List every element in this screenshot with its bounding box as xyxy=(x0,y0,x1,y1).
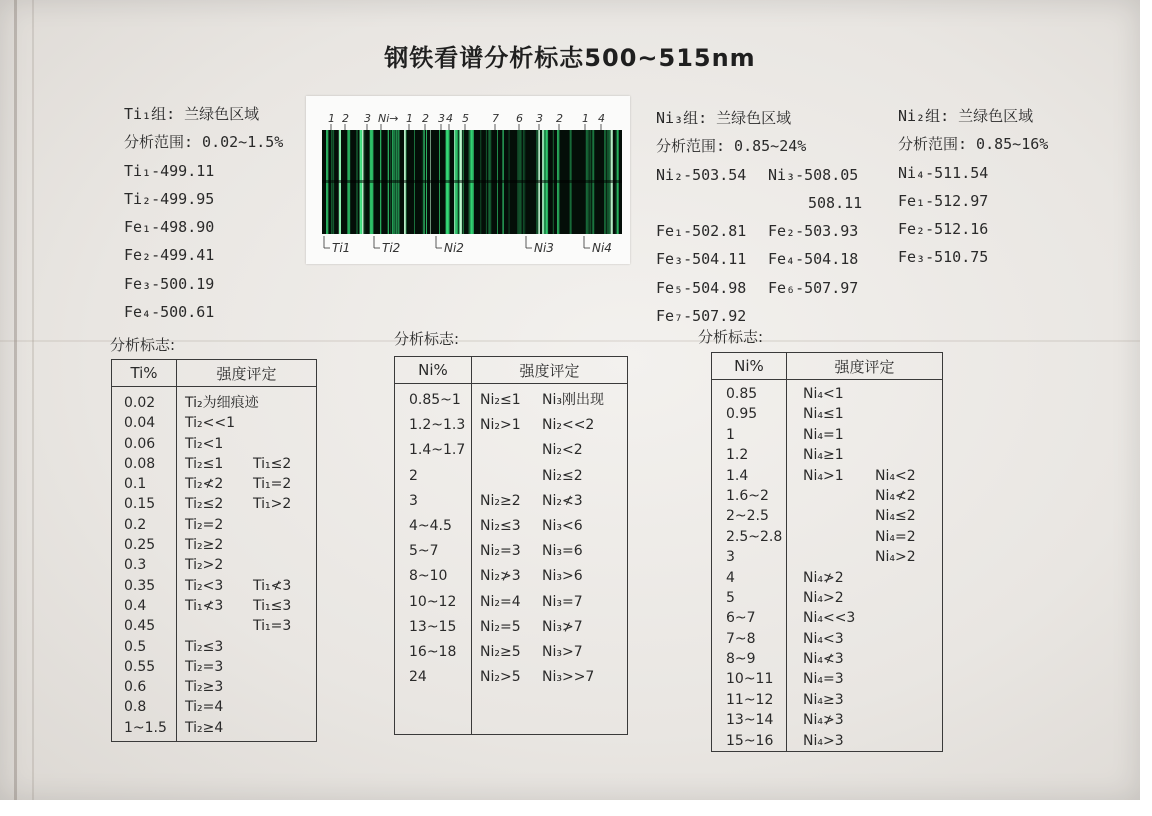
spectrum-top-label: 4 xyxy=(598,112,605,125)
intensity-cell: Ni₄=2 xyxy=(875,528,916,545)
intensity-cell: Ti₂=4 xyxy=(185,699,224,716)
intensity-cell: Ni₄≤1 xyxy=(803,406,844,423)
column-header: Ni% xyxy=(712,353,787,380)
intensity-values xyxy=(185,393,316,738)
intensity-cell: Ni₃≯7 xyxy=(542,618,583,635)
intensity-row xyxy=(803,690,942,710)
intensity-row xyxy=(185,596,316,616)
intensity-cell: Ni₃>6 xyxy=(542,568,583,585)
percent-cell: 0.04 xyxy=(124,415,156,432)
percent-cell: 3 xyxy=(409,492,418,509)
intensity-column xyxy=(472,384,628,735)
percent-cell: 0.55 xyxy=(124,658,156,675)
intensity-cell: Ni₄<1 xyxy=(803,386,844,402)
section-label: 分析标志: xyxy=(110,336,176,354)
spectrum-top-label: 4 xyxy=(446,112,453,125)
percent-cell: 2 xyxy=(409,467,418,484)
intensity-row xyxy=(185,515,316,535)
percent-cell: 6~7 xyxy=(726,610,756,627)
spectrum-bottom-label: Ni3 xyxy=(534,241,554,255)
intensity-cell: Ti₂>2 xyxy=(185,557,224,574)
spectrum-top-label: 2 xyxy=(422,112,429,125)
intensity-row xyxy=(803,466,942,486)
intensity-row xyxy=(803,527,942,547)
intensity-row xyxy=(185,637,316,657)
percent-cell: 1.2 xyxy=(726,447,749,464)
intensity-row xyxy=(480,640,627,665)
spectrum-top-label: 2 xyxy=(556,112,563,125)
ni2-group-heading: Ni₂组: 兰绿色区域 xyxy=(898,107,1034,125)
percent-cell: 2.5~2.8 xyxy=(726,528,783,545)
intensity-row xyxy=(480,464,627,489)
percent-column xyxy=(712,380,787,752)
ni3-line: Ni₃-508.05 xyxy=(768,165,859,184)
percent-cell: 24 xyxy=(409,669,427,686)
percent-cell: 1.4~1.7 xyxy=(409,442,466,459)
percent-cell: 0.4 xyxy=(124,597,147,614)
intensity-cell: Ti₂<<1 xyxy=(185,415,235,432)
ni2-group-line: Ni₄-511.54 xyxy=(898,163,989,182)
ni3-group-row xyxy=(656,245,862,273)
spectrum-image xyxy=(306,96,630,264)
intensity-row xyxy=(803,404,942,424)
percent-cell: 0.25 xyxy=(124,537,156,554)
column-header: 强度评定 xyxy=(177,360,317,387)
spectrum-photo xyxy=(306,96,630,264)
intensity-cell: Ni₂≤2 xyxy=(542,467,583,484)
intensity-row xyxy=(480,564,627,589)
percent-cell: 13~14 xyxy=(726,712,774,729)
intensity-row xyxy=(480,413,627,438)
ti-group-line: Ti₂-499.95 xyxy=(124,189,215,208)
percent-cell: 11~12 xyxy=(726,691,774,708)
percent-cell: 0.5 xyxy=(124,638,147,655)
percent-values xyxy=(726,384,786,751)
percent-cell: 0.35 xyxy=(124,577,156,594)
percent-cell: 1.2~1.3 xyxy=(409,417,466,434)
percent-cell: 0.2 xyxy=(124,516,147,533)
percent-cell: 0.15 xyxy=(124,496,156,513)
intensity-cell: Ni₂=4 xyxy=(480,593,521,610)
spectrum-bottom-label: Ti1 xyxy=(332,241,351,255)
percent-cell: 16~18 xyxy=(409,643,457,660)
ni2-group-line: Fe₂-512.16 xyxy=(898,220,989,239)
ni3-line: Fe₄-504.18 xyxy=(768,250,859,269)
intensity-cell: Ni₄>3 xyxy=(803,732,844,749)
intensity-cell: Ni₂<<2 xyxy=(542,417,595,434)
percent-cell: 0.95 xyxy=(726,406,758,423)
intensity-row xyxy=(185,555,316,575)
intensity-row xyxy=(803,384,942,404)
intensity-cell: Ti₂≤1 xyxy=(185,455,224,472)
column-header: 强度评定 xyxy=(472,357,628,384)
intensity-cell: Ni₄≯2 xyxy=(803,569,844,586)
intensity-cell: Ti₁≮3 xyxy=(253,577,292,594)
ni3-group-info xyxy=(656,104,862,330)
intensity-row xyxy=(185,677,316,697)
intensity-cell: Ti₁≤3 xyxy=(253,597,292,614)
intensity-row xyxy=(803,588,942,608)
intensity-row xyxy=(803,568,942,588)
spectrum-top-label: 3 xyxy=(438,112,445,125)
intensity-cell: Ni₄≥1 xyxy=(803,447,844,464)
spectrum-bottom-label: Ni2 xyxy=(444,241,464,255)
intensity-cell: Ni₂>5 xyxy=(480,669,521,686)
page-title: 钢铁看谱分析标志500~515nm xyxy=(384,44,756,72)
ti-intensity-table xyxy=(111,359,317,742)
binding-fold xyxy=(14,0,17,800)
intensity-cell: Ni₂=5 xyxy=(480,618,521,635)
intensity-row xyxy=(480,590,627,615)
intensity-row xyxy=(480,388,627,413)
percent-values xyxy=(124,393,176,738)
intensity-row xyxy=(480,438,627,463)
percent-cell: 0.06 xyxy=(124,435,156,452)
spectrum-top-label: 1 xyxy=(406,112,413,125)
intensity-cell: Ni₂≮3 xyxy=(542,492,583,509)
intensity-cell: Ti₂<1 xyxy=(185,435,224,452)
intensity-row xyxy=(185,535,316,555)
intensity-cell: Ti₁=3 xyxy=(253,618,292,635)
percent-cell: 0.3 xyxy=(124,557,147,574)
intensity-cell: Ni₃>>7 xyxy=(542,669,595,686)
percent-cell: 1~1.5 xyxy=(124,719,167,736)
ni3-line: Ni₂-503.54 xyxy=(656,165,747,184)
intensity-row xyxy=(480,615,627,640)
intensity-cell: Ni₄≯3 xyxy=(803,712,844,729)
ni2-group-range: 分析范围: 0.85~16% xyxy=(898,135,1049,154)
intensity-cell: Ni₄≮2 xyxy=(875,487,916,504)
intensity-cell: Ni₂<2 xyxy=(542,442,583,459)
intensity-row xyxy=(803,629,942,649)
percent-cell: 8~10 xyxy=(409,568,448,585)
percent-cell: 0.6 xyxy=(124,679,147,696)
ni3-group-row xyxy=(656,161,862,189)
percent-cell: 10~11 xyxy=(726,671,774,688)
intensity-cell: Ni₄<2 xyxy=(875,467,916,484)
intensity-cell: Ni₃=7 xyxy=(542,593,583,610)
ti-group-line: Fe₃-500.19 xyxy=(124,274,215,293)
intensity-cell: Ni₂≤1 xyxy=(480,392,521,408)
intensity-row xyxy=(185,494,316,514)
intensity-cell: Ti₂≥3 xyxy=(185,679,224,696)
section-label: 分析标志: xyxy=(394,330,460,348)
intensity-row xyxy=(185,474,316,494)
spectrum-top-label: 6 xyxy=(516,112,523,125)
ni2-group-line: Fe₃-510.75 xyxy=(898,248,989,267)
intensity-row xyxy=(803,547,942,567)
intensity-cell: Ni₄<3 xyxy=(803,630,844,647)
ni3-group-heading: Ni₃组: 兰绿色区域 xyxy=(656,109,792,127)
intensity-row xyxy=(803,506,942,526)
spectrum-top-label: 7 xyxy=(492,112,499,125)
intensity-cell: Ti₂≤3 xyxy=(185,638,224,655)
percent-cell: 1 xyxy=(726,426,735,443)
ti-group-line: Fe₁-498.90 xyxy=(124,218,215,237)
percent-cell: 10~12 xyxy=(409,593,457,610)
spectrum-divider xyxy=(322,180,622,183)
percent-cell: 0.08 xyxy=(124,455,156,472)
intensity-row xyxy=(803,669,942,689)
ni3-line: Fe₁-502.81 xyxy=(656,222,747,241)
intensity-cell: Ti₂=2 xyxy=(185,516,224,533)
ni4-intensity-table xyxy=(711,352,943,752)
ni3-group-row xyxy=(656,189,862,217)
intensity-cell: Ti₂≥4 xyxy=(185,719,224,736)
intensity-row xyxy=(803,425,942,445)
column-header: Ti% xyxy=(112,360,177,387)
intensity-cell: Ti₁≤2 xyxy=(253,455,292,472)
spectrum-top-label: 3 xyxy=(536,112,543,125)
intensity-row xyxy=(185,616,316,636)
percent-cell: 2~2.5 xyxy=(726,508,769,525)
spectrum-top-label: 5 xyxy=(462,112,469,125)
spectrum-top-label: 1 xyxy=(582,112,589,125)
intensity-row xyxy=(803,649,942,669)
intensity-cell: Ni₄≥3 xyxy=(803,691,844,708)
percent-cell: 1.4 xyxy=(726,467,749,484)
spectrum-top-label: 2 xyxy=(342,112,349,125)
ni3-line: Fe₅-504.98 xyxy=(656,278,747,297)
intensity-cell: Ti₁=2 xyxy=(253,476,292,493)
intensity-cell: Ti₁>2 xyxy=(253,496,292,513)
percent-cell: 3 xyxy=(726,549,735,566)
percent-cell: 13~15 xyxy=(409,618,457,635)
percent-cell: 0.85 xyxy=(726,386,758,402)
intensity-cell: Ni₂≥5 xyxy=(480,643,521,660)
ti-group-line: Fe₄-500.61 xyxy=(124,303,215,322)
intensity-cell: Ni₄=1 xyxy=(803,426,844,443)
intensity-cell: Ni₄>2 xyxy=(803,589,844,606)
percent-cell: 0.1 xyxy=(124,476,147,493)
spectrum-top-label: Ni→ xyxy=(378,112,399,125)
percent-cell: 4 xyxy=(726,569,735,586)
intensity-row xyxy=(803,608,942,628)
ni3-group-row xyxy=(656,274,862,302)
intensity-column xyxy=(787,380,943,752)
intensity-cell: Ti₂≮2 xyxy=(185,476,224,493)
percent-cell: 15~16 xyxy=(726,732,774,749)
intensity-cell: Ti₂≤2 xyxy=(185,496,224,513)
intensity-row xyxy=(185,393,316,413)
intensity-cell: Ti₂<3 xyxy=(185,577,224,594)
intensity-cell: Ni₄>1 xyxy=(803,467,844,484)
intensity-cell: Ni₃=6 xyxy=(542,543,583,560)
intensity-row xyxy=(480,489,627,514)
intensity-row xyxy=(803,710,942,730)
percent-cell: 4~4.5 xyxy=(409,517,452,534)
ni3-group-range: 分析范围: 0.85~24% xyxy=(656,137,807,156)
percent-cell: 1.6~2 xyxy=(726,487,769,504)
percent-cell: 0.45 xyxy=(124,618,156,635)
intensity-cell: Ti₂为细痕迹 xyxy=(185,395,259,411)
intensity-row xyxy=(185,718,316,738)
intensity-row xyxy=(803,731,942,751)
ni3-line: Fe₆-507.97 xyxy=(768,278,859,297)
binding-fold-shadow xyxy=(32,0,34,800)
percent-column xyxy=(395,384,472,735)
intensity-row xyxy=(185,413,316,433)
spectrum-top-label: 1 xyxy=(328,112,335,125)
intensity-cell: Ti₁≮3 xyxy=(185,597,224,614)
percent-cell: 0.85~1 xyxy=(409,392,461,408)
intensity-cell: Ni₂≯3 xyxy=(480,568,521,585)
intensity-row xyxy=(185,657,316,677)
intensity-cell: Ni₃<6 xyxy=(542,517,583,534)
intensity-cell: Ti₂≥2 xyxy=(185,537,224,554)
ni3-line: Fe₂-503.93 xyxy=(768,222,859,241)
intensity-cell: Ni₃刚出现 xyxy=(542,392,604,408)
ni3-line: Fe₃-504.11 xyxy=(656,250,747,269)
ti-group-range: 分析范围: 0.02~1.5% xyxy=(124,133,284,152)
ti-group-info xyxy=(124,100,283,326)
percent-values xyxy=(409,388,471,690)
intensity-cell: Ni₄>2 xyxy=(875,549,916,566)
percent-cell: 5~7 xyxy=(409,543,439,560)
intensity-column xyxy=(177,387,317,742)
percent-cell: 5 xyxy=(726,589,735,606)
percent-cell: 8~9 xyxy=(726,651,756,668)
ni-intensity-table xyxy=(394,356,628,735)
column-header: Ni% xyxy=(395,357,472,384)
intensity-row xyxy=(480,514,627,539)
intensity-cell: Ni₄=3 xyxy=(803,671,844,688)
intensity-row xyxy=(480,665,627,690)
column-header: 强度评定 xyxy=(787,353,943,380)
intensity-values xyxy=(480,388,627,690)
intensity-cell: Ni₂=3 xyxy=(480,543,521,560)
spectrum-bottom-label: Ti2 xyxy=(382,241,401,255)
intensity-cell: Ni₃>7 xyxy=(542,643,583,660)
percent-cell: 0.8 xyxy=(124,699,147,716)
percent-column xyxy=(112,387,177,742)
ni2-group-line: Fe₁-512.97 xyxy=(898,191,989,210)
intensity-row xyxy=(803,445,942,465)
ni3-line: Fe₇-507.92 xyxy=(656,307,747,326)
ni3-line: 508.11 xyxy=(808,193,863,212)
intensity-row xyxy=(185,697,316,717)
ti-group-line: Ti₁-499.11 xyxy=(124,161,215,180)
intensity-cell: Ni₂>1 xyxy=(480,417,521,434)
intensity-values xyxy=(803,384,942,751)
section-label: 分析标志: xyxy=(698,328,764,346)
spectrum-bottom-label: Ni4 xyxy=(592,241,612,255)
intensity-row xyxy=(185,434,316,454)
intensity-cell: Ni₄≮3 xyxy=(803,651,844,668)
percent-cell: 0.02 xyxy=(124,395,156,411)
intensity-cell: Ni₄≤2 xyxy=(875,508,916,525)
ni3-group-row xyxy=(656,217,862,245)
ti-group-heading: Ti₁组: 兰绿色区域 xyxy=(124,105,260,123)
percent-cell: 7~8 xyxy=(726,630,756,647)
intensity-cell: Ni₄<<3 xyxy=(803,610,856,627)
intensity-row xyxy=(185,454,316,474)
ni2-group-info xyxy=(898,102,1048,272)
intensity-cell: Ni₂≥2 xyxy=(480,492,521,509)
intensity-row xyxy=(480,539,627,564)
ti-group-line: Fe₂-499.41 xyxy=(124,246,215,265)
spectrum-top-label: 3 xyxy=(364,112,371,125)
intensity-row xyxy=(185,576,316,596)
intensity-row xyxy=(803,486,942,506)
intensity-cell: Ti₂=3 xyxy=(185,658,224,675)
intensity-cell: Ni₂≤3 xyxy=(480,517,521,534)
